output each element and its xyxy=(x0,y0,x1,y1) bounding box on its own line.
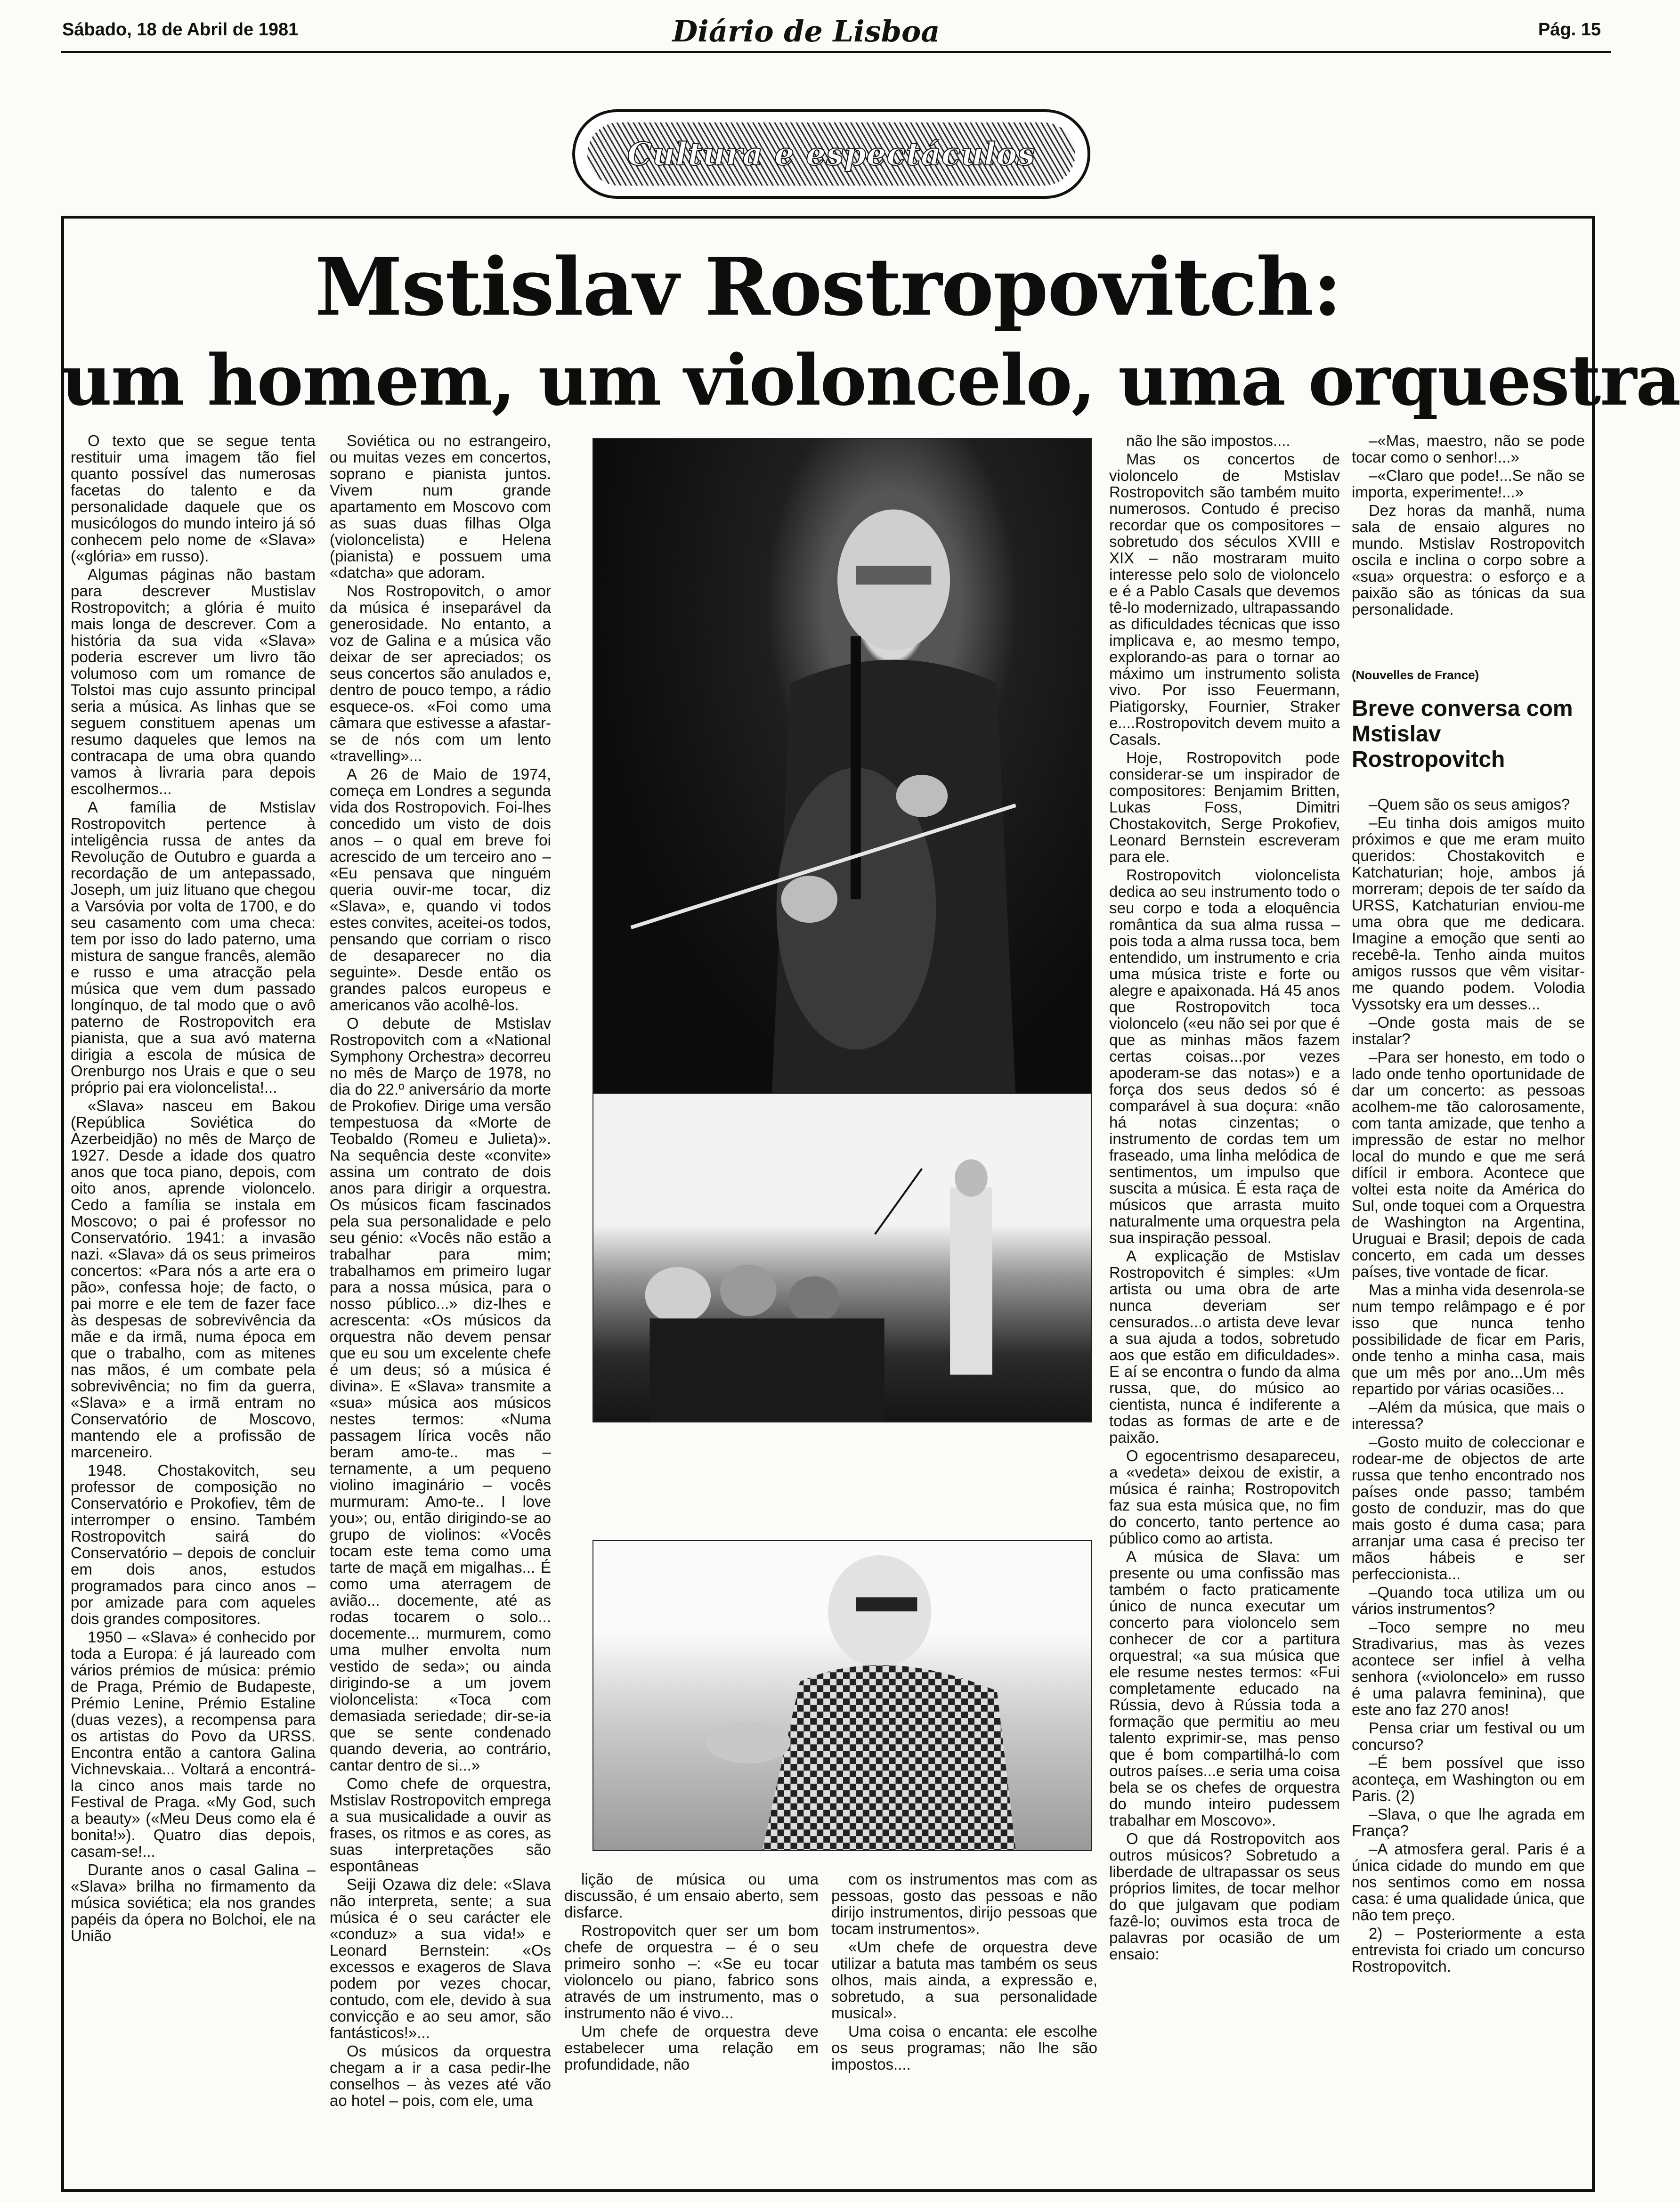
article-paragraph: Rostropovitch quer ser um bom chefe de orquestra – é o seu primeiro sonho –: «Se eu tocar violoncelo ou piano, fabrico sons através de um instrumento, mas o instrumento não é vivo... xyxy=(564,1922,819,2022)
header-rule xyxy=(61,51,1611,53)
article-paragraph: Pensa criar um festival ou um concurso? xyxy=(1352,1719,1585,1753)
article-paragraph: «Um chefe de orquestra deve utilizar a batuta mas também os seus olhos, mais ainda, a expressão e, sobretudo, a sua personalidade musical». xyxy=(831,1938,1097,2022)
section-banner-hatch xyxy=(587,122,1075,186)
article-paragraph: –Onde gosta mais de se instalar? xyxy=(1352,1014,1585,1048)
article-paragraph: A explicação de Mstislav Rostropovitch é simples: «Um artista ou uma obra de arte nunca deveriam ser censurados...o artista deve levar a sua ajuda a todos, sobretudo aos que estão em dificuldades». E aí se encontra o fundo da alma russa, que, do músico ao cientista, nunca é indiferente a todas as formas de arte e de paixão. xyxy=(1109,1247,1340,1446)
article-paragraph: não lhe são impostos.... xyxy=(1126,432,1290,449)
article-paragraph: –A atmosfera geral. Paris é a única cidade do mundo em que nos sentimos como em nossa casa: é uma qualidade única, que não tem preço. xyxy=(1352,1840,1585,1924)
article-paragraph: O egocentrismo desapareceu, a «vedeta» deixou de existir, a música é rainha; Rostropovitch faz sua esta música que, no fim do concerto, tanto pertence ao público como ao artista. xyxy=(1109,1447,1340,1547)
article-paragraph: –Eu tinha dois amigos muito próximos e que me eram muito queridos: Chostakovitch e Katchaturian; hoje, ambos já morreram; depois de ter saído da URSS, Katchaturian enviou-me uma obra que me dedicara. Imagine a emoção que senti ao recebê-la. Tenho ainda muitos amigos russos que vêm visitar-me quando podem. Volodia Vyssotsky era um desses... xyxy=(1352,814,1585,1013)
article-paragraph: Um chefe de orquestra deve estabelecer uma relação em profundidade, não xyxy=(564,2023,819,2073)
article-paragraph: O debute de Mstislav Rostropovitch com a «National Symphony Orchestra» decorreu no mês de Março de 1978, no dia do 22.º aniversário da morte de Prokofiev. Dirige uma versão tempestuosa da «Morte de Teobaldo (Romeu e Julieta)». Na sequência deste «convite» assina um contrato de dois anos para dirigir a orquestra. Os músicos ficam fascinados pela sua personalidade e pelo seu génio: «Vocês não estão a trabalhar para mim; trabalhamos em primeiro lugar para a nossa música, para o nosso público...» diz-lhes e acrescenta: «Os músicos da orquestra não devem pensar que eu sou um excelente chefe é um deus; só a música é divina». E «Slava» transmite a «sua» música aos músicos nestes termos: «Numa passagem lírica vocês não beram amo-te.. mas – ternamente, a um pequeno violino imaginário – vocês murmuram: Amo-te.. I love you»; ou, então dirigindo-se ao grupo de violinos: «Vocês tocam este tema como uma tarte de maçã em migalhas... É como uma aterragem de avião... docemente, até as rodas tocarem o solo... docemente... murmurem, como uma mulher envolta num vestido de seda»; ou ainda dirigindo-se a um jovem violoncelista: «Toca com demasiada seriedade; dir-se-ia que se sente condenado quando deveria, ao contrário, cantar dentro de si...» xyxy=(330,1015,551,1774)
article-paragraph: O texto que se segue tenta restituir uma imagem tão fiel quanto possível das numerosas facetas do talento e da personalidade daquele que os musicólogos do mundo inteiro já só conhecem pelo nome de «Slava» («glória» em russo). xyxy=(71,432,316,565)
article-column-2 xyxy=(330,432,551,2187)
article-column-1 xyxy=(71,432,316,2187)
article-paragraph: –Gosto muito de coleccionar e rodear-me de objectos de arte russa que tenho encontrado nos países onde passo; também gosto de conduzir, mas do que mais gosto é duma casa; para arranjar uma casa é preciso ter mãos hábeis e ser perfeccionista... xyxy=(1352,1433,1585,1583)
article-paragraph: com os instrumentos mas com as pessoas, gosto das pessoas e não dirijo instrumentos, dirijo pessoas que tocam instrumentos». xyxy=(831,1870,1097,1937)
article-paragraph: Nos Rostropovitch, o amor da música é inseparável da generosidade. No entanto, a voz de Galina e a música vão deixar de ser apreciados; os seus concertos são anulados e, dentro de pouco tempo, a rádio esquece-os. «Foi como uma câmara que estivesse a afastar-se de nós com um lento «travelling»... xyxy=(330,582,551,764)
article-paragraph: A família de Mstislav Rostropovitch pertence à inteligência russa de antes da Revolução de Outubro e guarda a recordação de um antepassado, Joseph, um juiz lituano que chegou a Varsóvia por volta de 1700, e do seu casamento com uma checa: tem por isso do lado paterno, uma mistura de sangue francês, alemão e russo e uma atracção pela música que vem dum passado longínquo, de tal modo que o avô paterno de Rostropovitch era pianista, que a sua avó materna dirigia a escola de música de Orenburgo nos Urais e que o seu próprio pai era violoncelista!... xyxy=(71,798,316,1096)
article-paragraph: O que dá Rostropovitch aos outros músicos? Sobretudo a liberdade de ultrapassar os seus próprios limites, de tocar melhor do que julgavam que podiam fazê-lo; ouvimos esta troca de palavras por ocasião de um ensaio: xyxy=(1109,1830,1340,1963)
article-paragraph: 1948. Chostakovitch, seu professor de composição no Conservatório e Prokofiev, têm de interromper o ensino. Também Rostropovitch sairá do Conservatório – depois de concluir em dois anos, estudos programados para cinco anos – por amizade para com aqueles dois grandes compositores. xyxy=(71,1462,316,1627)
page-number: Pág. 15 xyxy=(1538,20,1601,40)
article-paragraph: A 26 de Maio de 1974, começa em Londres a segunda vida dos Rostropovich. Foi-lhes concedido um visto de dois anos – o qual em breve foi acrescido de um terceiro ano – «Eu pensava que ninguém queria ouvir-me tocar, diz «Slava», e, quando vi todos estes convites, aceitei-os todos, pensando que corriam o risco de desaparecer no dia seguinte». Desde então os grandes palcos europeus e americanos vão acolhê-los. xyxy=(330,765,551,1014)
cellist-portrait-photo xyxy=(592,438,1092,1097)
article-paragraph: –Para ser honesto, em todo o lado onde tenho oportunidade de dar um concerto: as pessoas acolhem-me tão calorosamente, com tanta amizade, que tenho a impressão de estar no melhor local do mundo e que me será difícil ir embora. Acontece que voltei esta noite da América do Sul, onde toquei com a Orquestra de Washington na Argentina, Uruguai e Brasil; depois de cada concerto, em cada um desses países, tive vontade de ficar. xyxy=(1352,1048,1585,1280)
article-paragraph: –«Claro que pode!...Se não se importa, experimente!...» xyxy=(1352,467,1585,501)
article-paragraph: Dez horas da manhã, numa sala de ensaio algures no mundo. Mstislav Rostropovitch oscila e inclina o corpo sobre a «sua» orquestra: o esforço e a paixão são as tónicas da sua personalidade. xyxy=(1352,502,1585,618)
article-paragraph: «Slava» nasceu em Bakou (República Soviética do Azerbeidjão) no mês de Março de 1927. Desde a idade dos quatro anos que toca piano, depois, com oito anos, aprende violoncelo. Cedo a família se instala em Moscovo; o pai é professor no Conservatório. 1941: a invasão nazi. «Slava» dá os seus primeiros concertos: «Para nós a arte era o pão», confessa hoje; de facto, o pai morre e ele tem de fazer face às despesas de sobrevivência da mãe e da irmã, numa época em que o trabalho, com as mitenes nas mãos, é um combate pela sobrevivência; no fim da guerra, «Slava» e a irmã entram no Conservatório de Moscovo, mantendo ele a profissão de marceneiro. xyxy=(71,1097,316,1461)
article-paragraph: 1950 – «Slava» é conhecido por toda a Europa: é já laureado com vários prémios de música: prémio de Praga, Prémio de Budapeste, Prémio Lenine, Prémio Estaline (duas vezes), a recompensa para os artistas do Povo da URSS. Encontra então a cantora Galina Vichnevskaia... Voltará a encontrá-la cinco anos mais tarde no Festival de Praga. «My God, such a beauty» («Meu Deus como ela é bonita!»). Quatro dias depois, casam-se!... xyxy=(71,1628,316,1860)
article-paragraph: Hoje, Rostropovitch pode considerar-se um inspirador de compositores: Benjamim Britten, Lukas Foss, Dimitri Chostakovitch, Serge Prokofiev, Leonard Bernstein escreveram para ele. xyxy=(1109,749,1340,865)
section-banner xyxy=(572,109,1090,199)
article-column-6 xyxy=(831,1871,1097,2191)
article-paragraph: –Quem são os seus amigos? xyxy=(1369,796,1570,813)
section-banner-label: Cultura e espectáculos xyxy=(627,136,1036,172)
article-paragraph: Seiji Ozawa diz dele: «Slava não interpreta, sente; a sua música é o seu carácter ele «conduz» a sua vida!» e Leonard Bernstein: «Os excessos e exageros de Slava podem por vezes chocar, contudo, com ele, devido à sua convicção e ao seu amor, são fantásticos!»... xyxy=(330,1876,551,2041)
issue-date: Sábado, 18 de Abril de 1981 xyxy=(62,20,299,40)
article-paragraph: Mas os concertos de violoncelo de Mstislav Rostropovitch são também muito numerosos. Contudo é preciso recordar que os compositores – sobretudo dos séculos XVIII e XIX – não mostraram muito interesse pelo solo de violoncelo e é a Pablo Casals que devemos tê-lo modernizado, ultrapassando as dificuldades técnicas que isso implicava e, ao mesmo tempo, explorando-as para o tornar ao máximo um instrumento solista vivo. Por isso Feuermann, Piatigorsky, Fournier, Straker e....Rostropovitch devem muito a Casals. xyxy=(1109,450,1340,748)
article-paragraph: Como chefe de orquestra, Mstislav Rostropovitch emprega a sua musicalidade a ouvir as frases, os ritmos e as cores, as suas interpretações são espontâneas xyxy=(330,1775,551,1875)
conductor-silhouette-icon xyxy=(593,1541,1091,1850)
article-paragraph: Soviética ou no estrangeiro, ou muitas vezes em concertos, soprano e pianista juntos. Vivem num grande apartamento em Moscovo com as suas duas filhas Olga (violoncelista) e Helena (pianista) e possuem uma «datcha» que adoram. xyxy=(330,432,551,581)
article-column-4 xyxy=(1352,432,1585,663)
article-source: (Nouvelles de France) xyxy=(1352,668,1479,682)
orchestra-silhouette-icon xyxy=(593,1094,1091,1422)
article-paragraph: Rostropovitch violoncelista dedica ao seu instrumento todo o seu corpo e toda a eloquência romântica da sua alma russa – pois toda a alma russa toca, bem entendido, um instrumento e cria uma música triste e forte ou alegre e apaixonada. Há 45 anos que Rostropovitch toca violoncelo («eu não sei por que é que as minhas mãos fazem certas coisas...por vezes apoderam-se das notas») e a força dos seus dedos só é comparável à sua doçura: «não há notas cinzentas; o instrumento de cordas tem um fraseado, uma linha melódica de sentimentos, um impulso que suscita a música. É esta raça de músicos que arrasta muito naturalmente uma orquestra pela sua inspiração pessoal. xyxy=(1109,866,1340,1246)
article-paragraph: –Quando toca utiliza um ou vários instrumentos? xyxy=(1352,1584,1585,1617)
newspaper-masthead: Diário de Lisboa xyxy=(672,14,940,49)
headline-line-2: um homem, um violoncelo, uma orquestra xyxy=(61,339,1680,421)
interview-column xyxy=(1352,796,1585,2190)
article-paragraph: Algumas páginas não bastam para descrever Mustislav Rostropovitch; a glória é muito mais longa de descrever. Com a história da sua vida «Slava» poderia escrever um livro tão volumoso com um romance de Tolstoi mas cujo assunto principal seria a música. As linhas que se seguem constituem apenas um resumo daqueles que lemos na contracapa de uma obra quando vamos à livraria para depois escolhermos... xyxy=(71,566,316,797)
article-paragraph: –«Mas, maestro, não se pode tocar como o senhor!...» xyxy=(1352,432,1585,466)
article-paragraph: Mas a minha vida desenrola-se num tempo relâmpago e é por isso que nunca tenho possibilidade de ficar em Paris, onde tenho a minha casa, mais que um mês por ano...Um mês repartido por várias ocasiões... xyxy=(1352,1281,1585,1398)
article-paragraph: 2) – Posteriormente a esta entrevista foi criado um concurso Rostropovitch. xyxy=(1352,1925,1585,1975)
interview-title: Breve conversa com Mstislav Rostropovitch xyxy=(1352,696,1573,772)
article-paragraph: –Toco sempre no meu Stradivarius, mas às vezes acontece ser infiel à velha senhora («violoncelo» em russo é uma palavra feminina), que este ano faz 270 anos! xyxy=(1352,1618,1585,1718)
conductor-photo xyxy=(592,1540,1092,1851)
article-column-3 xyxy=(1109,432,1340,1963)
orchestra-rehearsal-photo xyxy=(592,1093,1092,1422)
article-paragraph: –É bem possível que isso aconteça, em Washington ou em Paris. (2) xyxy=(1352,1754,1585,1804)
article-paragraph: lição de música ou uma discussão, é um ensaio aberto, sem disfarce. xyxy=(564,1870,819,1921)
article-paragraph: –Além da música, que mais o interessa? xyxy=(1352,1398,1585,1432)
article-paragraph: A música de Slava: um presente ou uma confissão mas também o facto praticamente único de nunca executar um concerto para violoncelo sem conhecer de cor a partitura orquestral; «a sua música que ele resume nestes termos: «Fui completamente educado na Rússia, devo à Rússia toda a formação que permitiu ao meu talento exprimir-se, mas penso que é bom compartilhá-lo com outros países...e seria uma coisa bela se os chefes de orquestra do mundo inteiro pudessem trabalhar em Moscovo». xyxy=(1109,1548,1340,1829)
article-column-5 xyxy=(564,1871,819,2191)
article-paragraph: Uma coisa o encanta: ele escolhe os seus programas; não lhe são impostos.... xyxy=(831,2023,1097,2073)
cellist-silhouette-icon xyxy=(593,439,1091,1097)
article-paragraph: Os músicos da orquestra chegam a ir a casa pedir-lhe conselhos – às vezes até vão ao hotel – pois, com ele, uma xyxy=(330,2042,551,2109)
headline-line-1: Mstislav Rostropovitch: xyxy=(315,240,1341,333)
article-paragraph: Durante anos o casal Galina – «Slava» brilha no firmamento da música soviética; ela nos grandes papéis da ópera no Bolchoi, ele na União xyxy=(71,1861,316,1944)
article-paragraph: –Slava, o que lhe agrada em França? xyxy=(1352,1805,1585,1839)
